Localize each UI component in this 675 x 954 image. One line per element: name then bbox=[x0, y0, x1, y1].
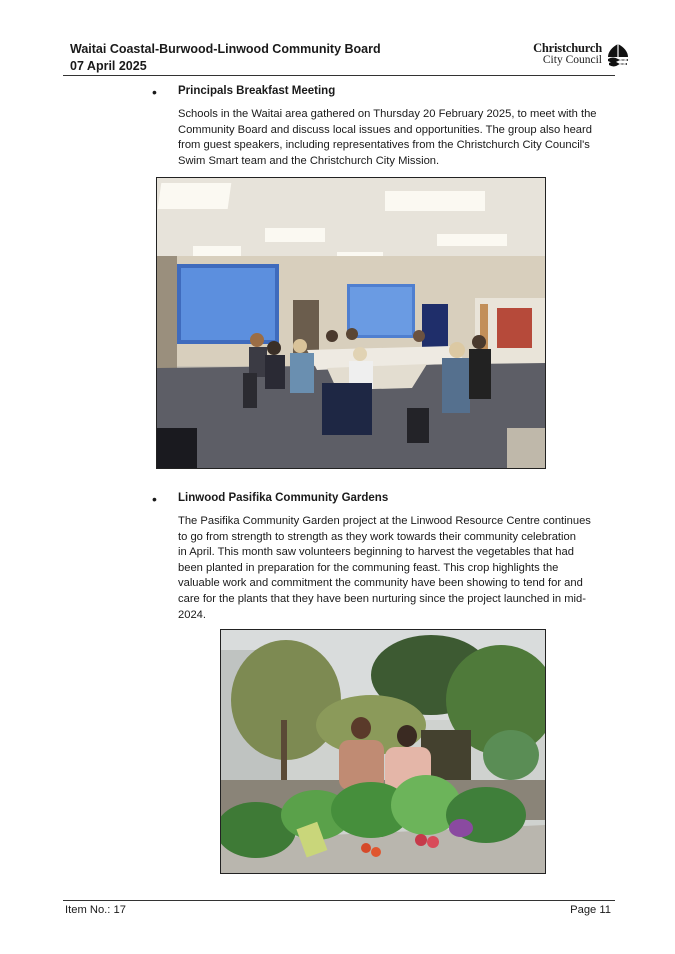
paragraph-line: to go from strength to strength as they work towards their community celebration bbox=[178, 530, 576, 543]
paragraph-line: Schools in the Waitai area gathered on Thursday 20 February 2025, to meet with the bbox=[178, 108, 597, 120]
bullet-icon: • bbox=[152, 84, 157, 100]
meeting-date: 07 April 2025 bbox=[70, 59, 147, 73]
page-header bbox=[70, 41, 630, 75]
paragraph-line: care for the plants that they have been nurturing since the project launched in mid- bbox=[178, 592, 586, 605]
christchurch-council-logo-icon bbox=[606, 43, 630, 67]
section-paragraph-principals bbox=[178, 107, 618, 169]
header-divider bbox=[63, 75, 615, 76]
section-paragraph-pasifika bbox=[178, 514, 618, 623]
logo-text-line1: Christchurch bbox=[533, 41, 602, 55]
footer-divider bbox=[63, 900, 615, 901]
paragraph-line: The Pasifika Community Garden project at the Linwood Resource Centre continues bbox=[178, 515, 591, 527]
page-number: Page 11 bbox=[570, 904, 611, 916]
meeting-room-photo bbox=[156, 177, 546, 469]
item-number: Item No.: 17 bbox=[65, 904, 126, 916]
logo-text-line2: City Council bbox=[542, 54, 602, 66]
section-heading-principals: Principals Breakfast Meeting bbox=[178, 85, 336, 97]
paragraph-line: from guest speakers, including representatives from the Christchurch City Council's bbox=[178, 139, 590, 152]
paragraph-line: Community Board and discuss local issues and opportunities. The group also heard bbox=[178, 123, 592, 136]
section-heading-pasifika: Linwood Pasifika Community Gardens bbox=[178, 492, 389, 504]
community-garden-photo bbox=[220, 629, 546, 874]
paragraph-line: in April. This month saw volunteers beginning to harvest the vegetables that had bbox=[178, 546, 574, 559]
paragraph-line: Swim Smart team and the Christchurch City Mission. bbox=[178, 154, 440, 167]
paragraph-line: 2024. bbox=[178, 608, 206, 621]
bullet-icon: • bbox=[152, 491, 157, 507]
paragraph-line: valuable work and commitment the community have been showing to tend for and bbox=[178, 577, 583, 590]
board-title: Waitai Coastal-Burwood-Linwood Community Board bbox=[70, 42, 381, 56]
paragraph-line: been planted in preparation for the communing feast. This crop highlights the bbox=[178, 561, 559, 574]
